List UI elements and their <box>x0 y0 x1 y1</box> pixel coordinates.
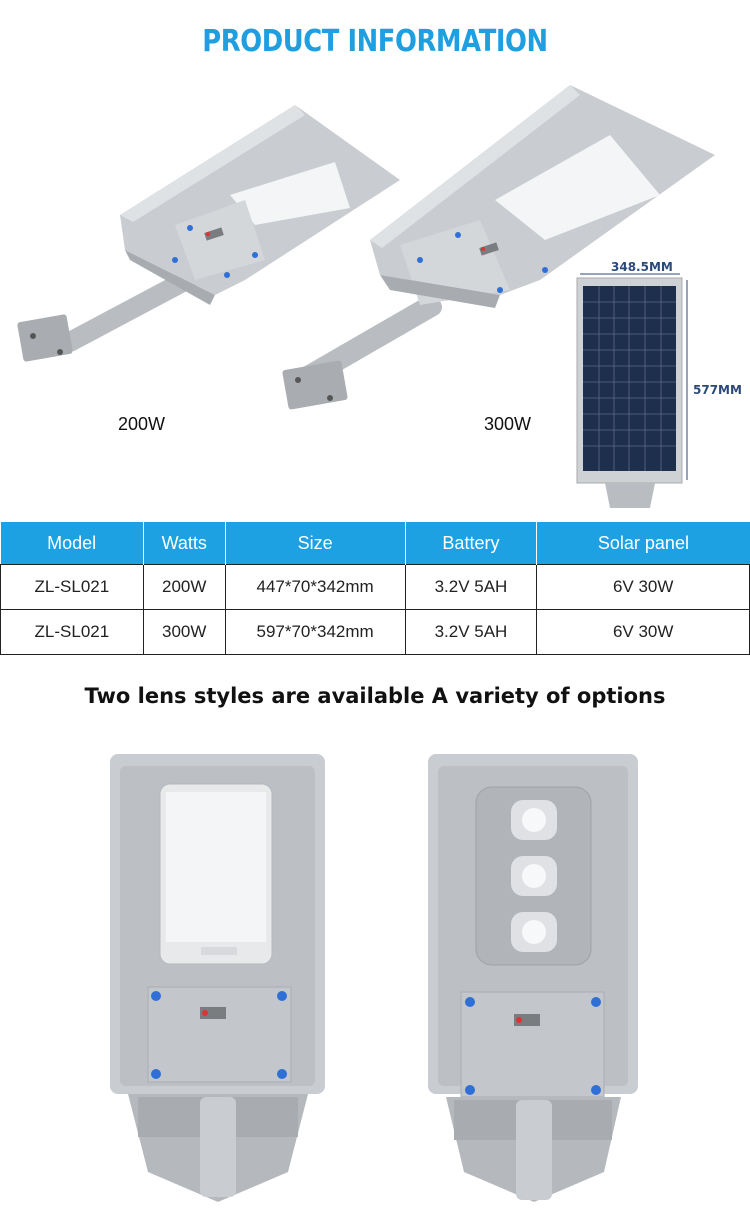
lamp-smd-lens-image <box>108 752 328 1204</box>
cell-watts: 300W <box>143 610 225 655</box>
cell-solar-panel: 6V 30W <box>537 565 750 610</box>
caption-200w: 200W <box>118 414 166 434</box>
header-watts: Watts <box>143 522 225 565</box>
cell-battery: 3.2V 5AH <box>405 565 537 610</box>
cell-watts: 200W <box>143 565 225 610</box>
cell-size: 447*70*342mm <box>225 565 405 610</box>
header-model: Model <box>1 522 144 565</box>
header-battery: Battery <box>405 522 537 565</box>
table-row <box>1 565 750 610</box>
header-size: Size <box>225 522 405 565</box>
panel-width-label: 348.5MM <box>611 260 673 274</box>
cell-solar-panel: 6V 30W <box>537 610 750 655</box>
cell-battery: 3.2V 5AH <box>405 610 537 655</box>
table-header-row <box>1 522 750 565</box>
table-row <box>1 610 750 655</box>
page-title: PRODUCT INFORMATION <box>202 24 548 59</box>
cell-model: ZL-SL021 <box>1 610 144 655</box>
panel-height-label: 577MM <box>693 383 742 397</box>
cell-size: 597*70*342mm <box>225 610 405 655</box>
caption-300w: 300W <box>484 414 532 434</box>
lens-subtitle: Two lens styles are available A variety of options <box>84 684 666 708</box>
lamp-cob-lens-image <box>426 752 641 1204</box>
cell-model: ZL-SL021 <box>1 565 144 610</box>
panel-dimension-lines <box>575 268 695 498</box>
spec-table <box>0 522 750 655</box>
header-solar-panel: Solar panel <box>537 522 750 565</box>
